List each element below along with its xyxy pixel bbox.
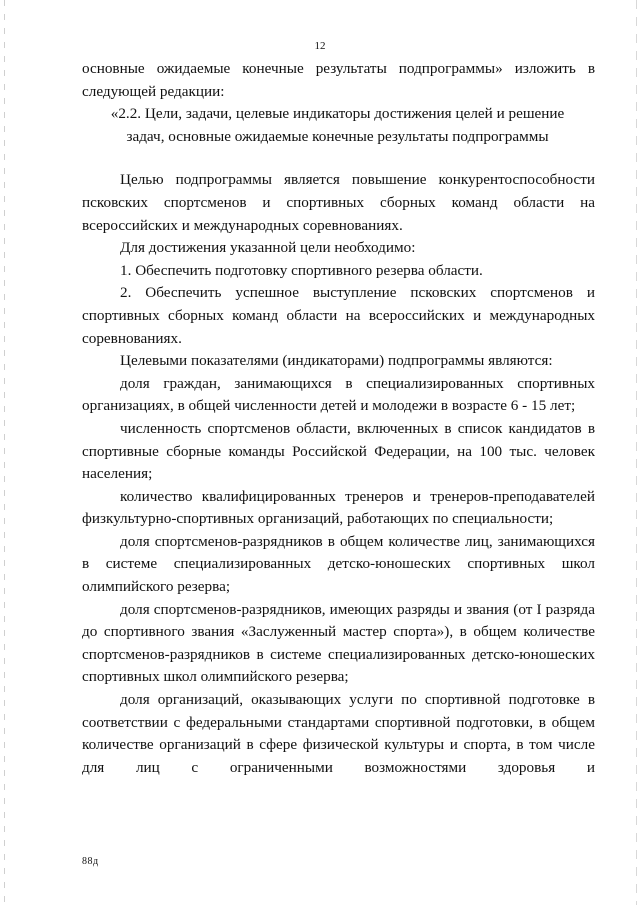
task-1-paragraph: 1. Обеспечить подготовку спортивного резерва области. — [120, 261, 483, 279]
indicator-5-paragraph: доля спортсменов-разрядников, имеющих разряды и звания (от I разряда до спортивного звания «Заслуженный мастер спорта»), в общем количестве спортсменов-разрядников в системе специализированных детско-юношеских спортивных школ олимпийского резерва; — [82, 600, 595, 686]
indicator-2-paragraph: численность спортсменов области, включенных в список кандидатов в спортивные сборные команды Российской Федерации, на 100 тыс. человек населения; — [82, 419, 595, 483]
section-heading-line-2: задач, основные ожидаемые конечные результаты подпрограммы — [126, 127, 549, 145]
document-body — [82, 58, 595, 779]
indicator-6-paragraph: доля организаций, оказывающих услуги по спортивной подготовке в соответствии с федеральными стандартами спортивной подготовки, в общем количестве организаций в сфере физической культуры и спорта, в том числе для лиц с ограниченными возможностями здоровья и — [82, 691, 595, 776]
document-code: 88д — [82, 856, 99, 867]
page-number: 12 — [314, 40, 326, 52]
indicator-1-paragraph: доля граждан, занимающихся в специализированных спортивных организациях, в общей численности детей и молодежи в возрасте 6 - 15 лет; — [82, 374, 595, 415]
task-2-paragraph: 2. Обеспечить успешное выступление псковских спортсменов и спортивных сборных команд области на всероссийских и международных соревнованиях. — [82, 284, 595, 347]
indicators-intro-paragraph: Целевыми показателями (индикаторами) подпрограммы являются: — [120, 352, 553, 370]
scan-edge-right — [636, 0, 637, 905]
blank-line — [82, 148, 595, 169]
scan-edge-left — [4, 0, 5, 905]
need-paragraph: Для достижения указанной цели необходимо: — [120, 239, 416, 257]
indicator-3-paragraph: количество квалифицированных тренеров и тренеров-преподавателей физкультурно-спортивных организаций, работающих по специальности; — [82, 487, 595, 528]
intro-paragraph: основные ожидаемые конечные результаты подпрограммы» изложить в следующей редакции: — [82, 60, 595, 100]
indicator-4-paragraph: доля спортсменов-разрядников в общем количестве лиц, занимающихся в системе специализированных детско-юношеских спортивных школ олимпийского резерва; — [82, 532, 595, 596]
section-heading-line-1: «2.2. Цели, задачи, целевые индикаторы достижения целей и решение — [110, 105, 565, 123]
goal-paragraph: Целью подпрограммы является повышение конкурентоспособности псковских спортсменов и спортивных сборных команд области на всероссийских и международных соревнованиях. — [82, 171, 595, 234]
